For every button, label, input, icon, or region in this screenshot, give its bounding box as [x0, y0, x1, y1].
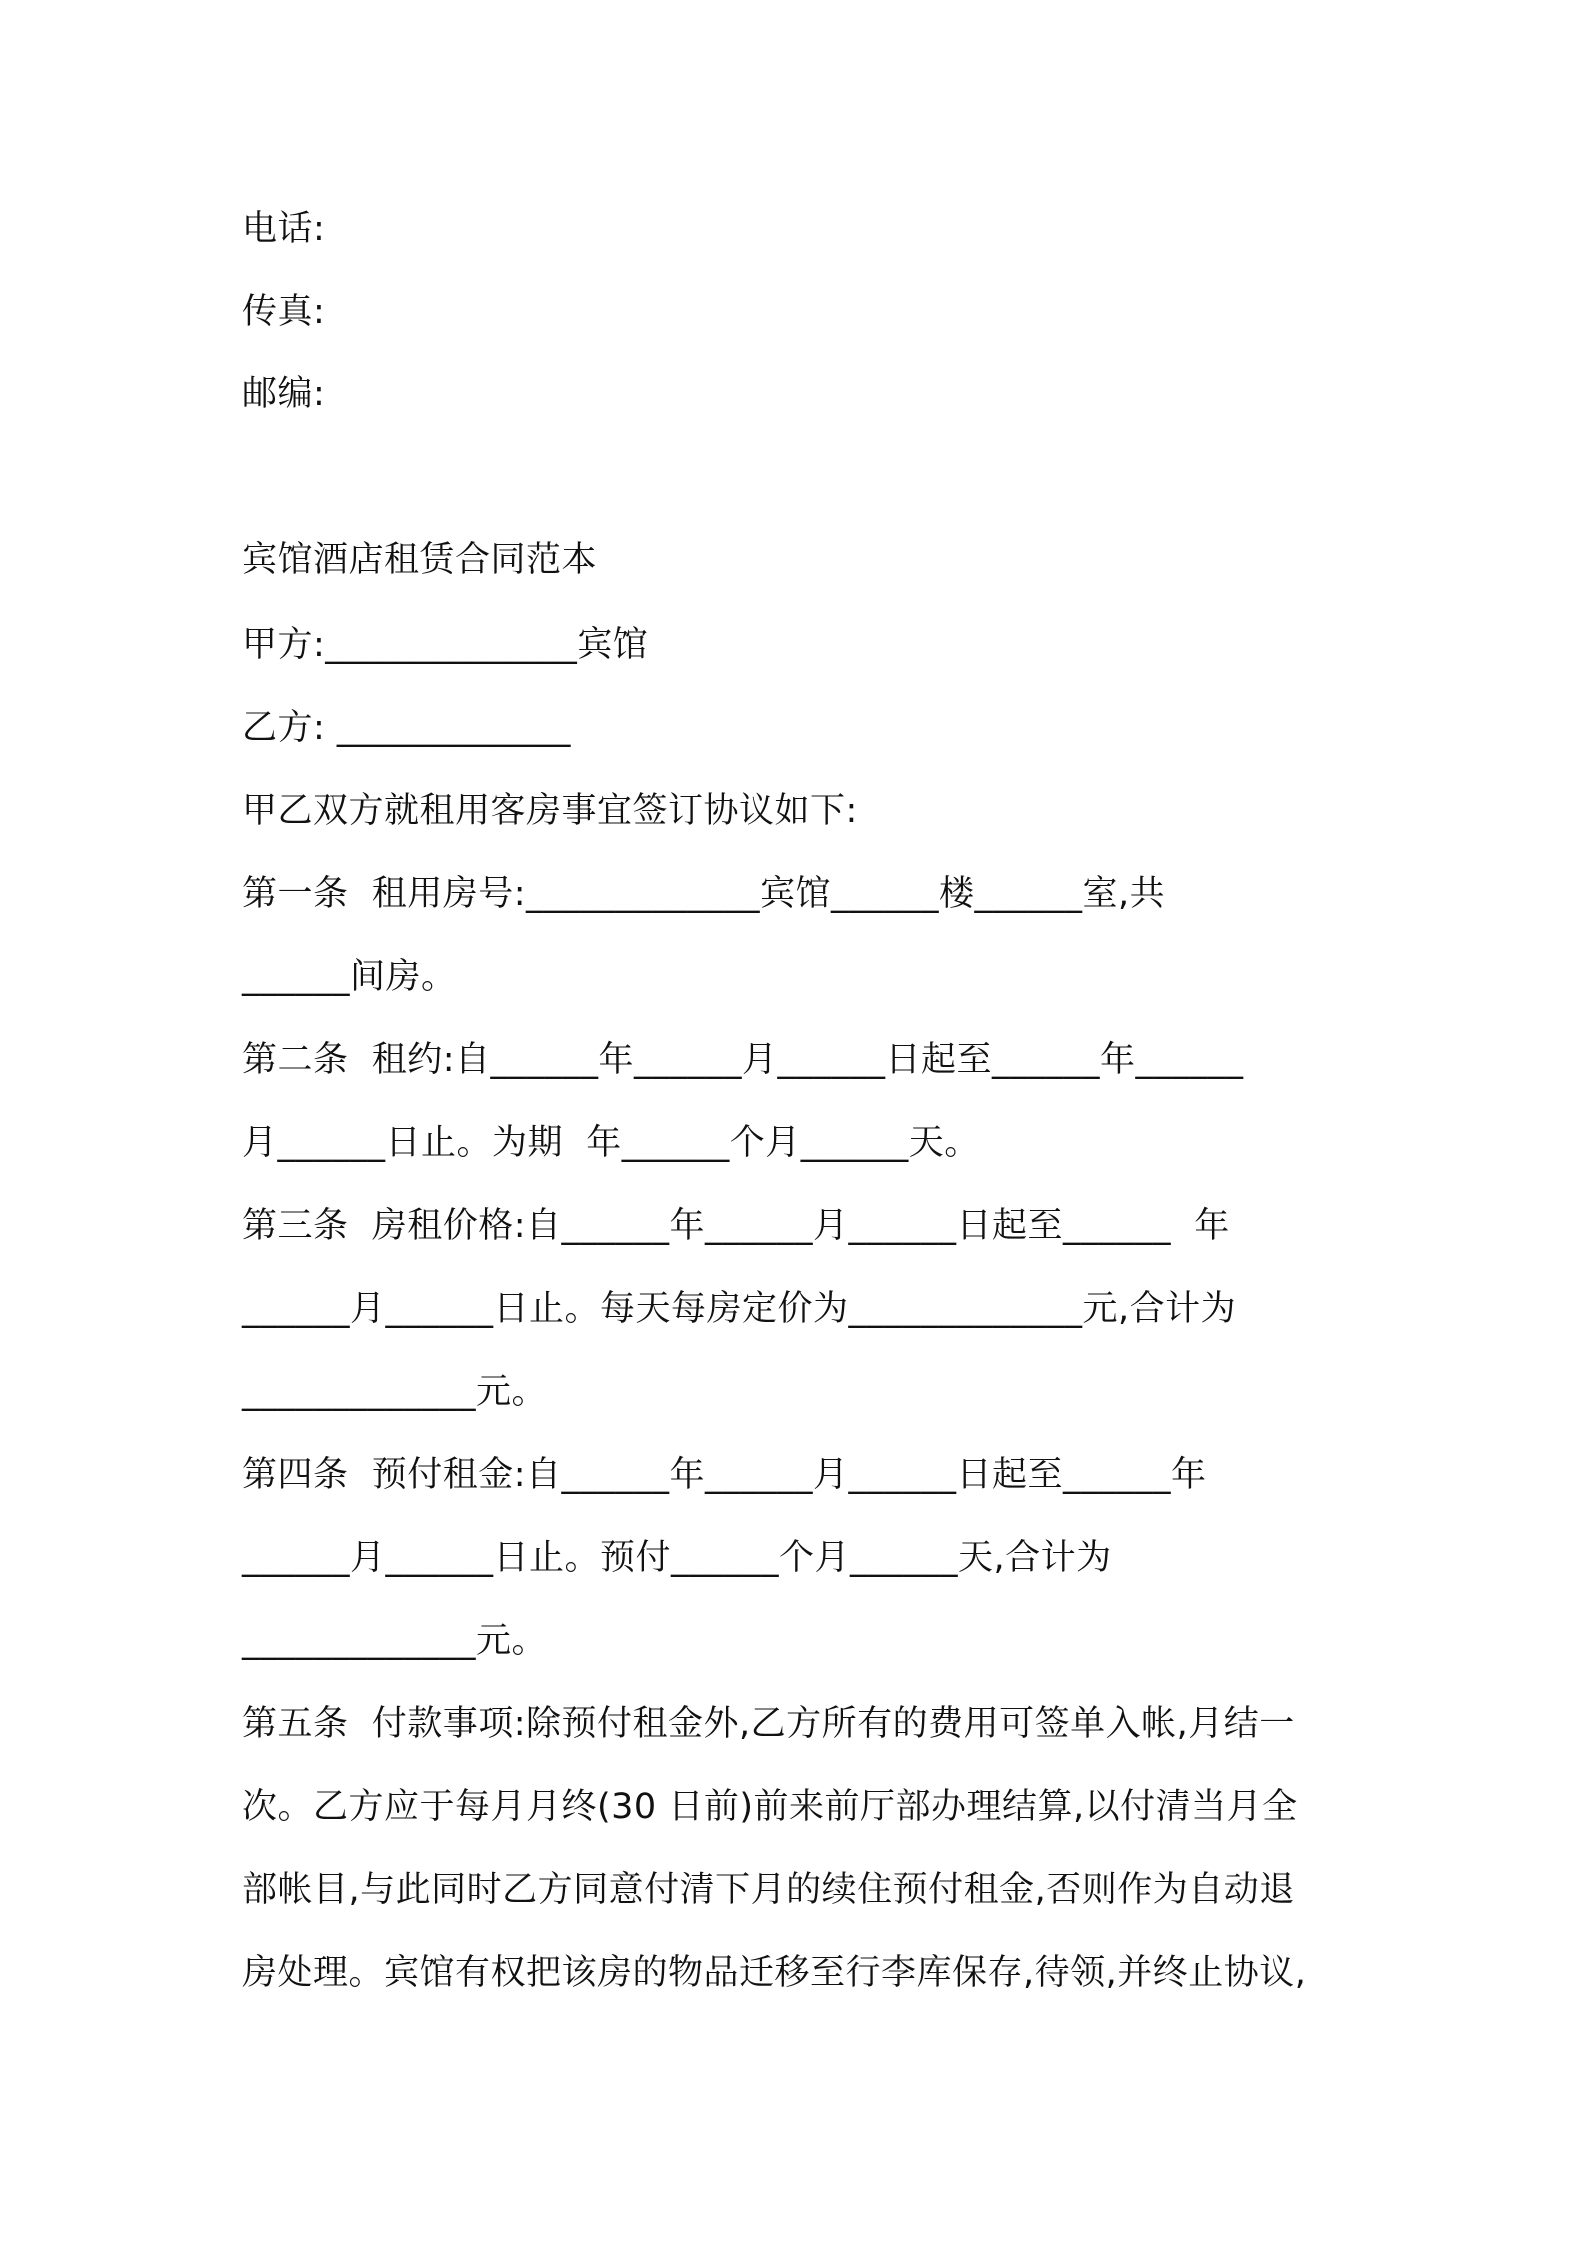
- intro-line: 甲乙双方就租用客房事宜签订协议如下:: [242, 791, 858, 831]
- article-5-line-2: 次。乙方应于每月月终(30 日前)前来前厅部办理结算,以付清当月全: [242, 1787, 1298, 1827]
- article-5-line-4: 房处理。宾馆有权把该房的物品迁移至行李库保存,待领,并终止协议,: [242, 1953, 1307, 1993]
- article-3-line-2: ______月______日止。每天每房定价为_____________元,合计为: [242, 1289, 1237, 1329]
- phone-label: 电话:: [242, 209, 326, 249]
- postcode-label: 邮编:: [242, 374, 326, 414]
- fax-label: 传真:: [242, 292, 326, 332]
- article-4-line-2: ______月______日止。预付______个月______天,合计为: [242, 1538, 1112, 1578]
- article-3-line-3: _____________元。: [242, 1372, 548, 1412]
- article-1-line-1: 第一条 租用房号:_____________宾馆______楼______室,共: [242, 874, 1166, 914]
- article-2-line-2: 月______日止。为期 年______个月______天。: [242, 1123, 980, 1163]
- article-2-line-1: 第二条 租约:自______年______月______日起至______年______: [242, 1040, 1244, 1080]
- article-5-line-3: 部帐目,与此同时乙方同意付清下月的续住预付租金,否则作为自动退: [242, 1870, 1295, 1910]
- document-title: 宾馆酒店租赁合同范本: [242, 540, 598, 580]
- party-b-line: 乙方: _____________: [242, 708, 571, 748]
- article-3-line-1: 第三条 房租价格:自______年______月______日起至______ 年: [242, 1206, 1230, 1246]
- article-1-line-2: ______间房。: [242, 957, 457, 997]
- article-4-line-1: 第四条 预付租金:自______年______月______日起至______年: [242, 1455, 1207, 1495]
- article-4-line-3: _____________元。: [242, 1621, 548, 1661]
- article-5-line-1: 第五条 付款事项:除预付租金外,乙方所有的费用可签单入帐,月结一: [242, 1704, 1295, 1744]
- party-a-line: 甲方:______________宾馆: [242, 625, 649, 665]
